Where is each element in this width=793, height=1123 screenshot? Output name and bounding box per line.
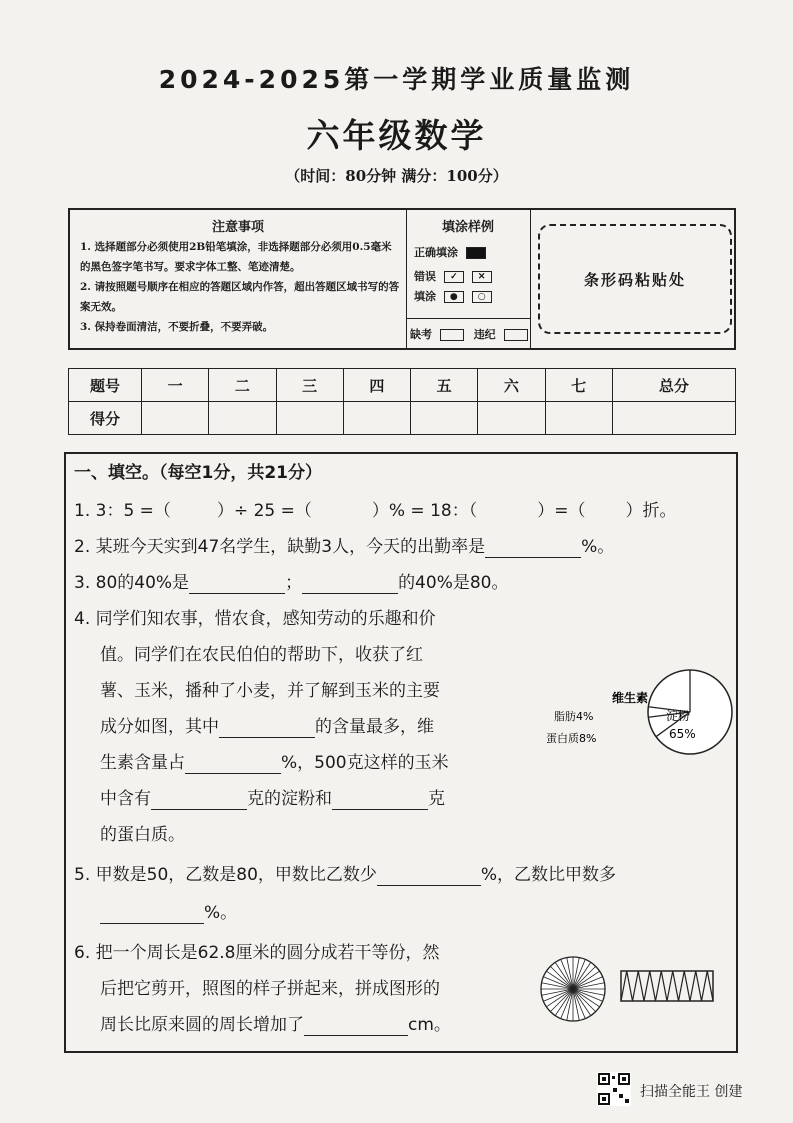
q6-text-3a: 周长比原来圆的周长增加了 xyxy=(100,1015,304,1035)
q1-text-3: ）% = 18：（ xyxy=(371,501,478,521)
fill-sample-section xyxy=(406,210,531,348)
q5-blank-1[interactable] xyxy=(377,867,481,886)
q1-text-4: ）=（ xyxy=(537,501,586,521)
q4-text-4a: 成分如图，其中 xyxy=(100,717,219,737)
q4-blank-2[interactable] xyxy=(185,755,281,774)
score-header-cell: 六 xyxy=(478,369,545,402)
question-5 xyxy=(74,864,616,886)
violation-label: 违纪 xyxy=(473,328,496,341)
wrong-fill-label-1: 错误 xyxy=(414,270,436,283)
score-cell[interactable] xyxy=(343,402,410,435)
score-table xyxy=(68,368,736,435)
q6-line-2: 后把它剪开，照图的样子拼起来，拼成图形的 xyxy=(100,979,440,999)
notice-item-1: 1. 选择题部分必须使用2B铅笔填涂，非选择题部分必须用0.5毫米的黑色签字笔书写。要求字体工整、笔迹清楚。 xyxy=(80,241,392,273)
score-cell[interactable] xyxy=(142,402,209,435)
pie-label-fat: 脂肪4% xyxy=(554,710,594,723)
score-header-cell: 七 xyxy=(545,369,612,402)
q3-text-2: ； xyxy=(285,573,303,593)
barcode-label: 条形码粘贴处 xyxy=(583,270,686,289)
wrong-fill-row xyxy=(414,268,492,284)
absent-row xyxy=(410,326,528,342)
notice-item-2: 2. 请按照题号顺序在相应的答题区域内作答，超出答题区域书写的答案无效。 xyxy=(80,281,400,313)
sector-circle xyxy=(541,957,605,1021)
notice-section xyxy=(70,210,407,348)
q4-text-6a: 中含有 xyxy=(100,789,151,809)
q5-text-3: %。 xyxy=(204,903,238,923)
zigzag-line xyxy=(621,971,713,1001)
q4-text-5b: %，500克这样的玉米 xyxy=(281,753,449,773)
q4-line-1: 同学们知农事，惜农食，感知劳动的乐趣和价 xyxy=(95,609,436,629)
cross-mark-icon: ✕ xyxy=(472,271,492,283)
circle-mark-icon: ○ xyxy=(472,291,492,303)
pie-label-protein: 蛋白质8% xyxy=(546,732,597,745)
q4-line-5 xyxy=(100,752,449,774)
q2-text-2: %。 xyxy=(581,537,615,557)
q3-text-3: 的40%是80。 xyxy=(398,573,509,593)
barcode-area xyxy=(538,224,732,334)
q4-text-5a: 生素含量占 xyxy=(100,753,185,773)
pie-label-starch-value: 65% xyxy=(669,727,696,741)
score-cell[interactable] xyxy=(411,402,478,435)
q2-text-1: 某班今天实到47名学生，缺勤3人，今天的出勤率是 xyxy=(95,537,486,557)
fill-sample-title: 填涂样例 xyxy=(441,220,494,235)
pie-label-vitamin: 维生素 xyxy=(612,691,649,705)
scanner-watermark: 扫描全能王 创建 xyxy=(640,1084,743,1100)
q1-text-5: ）折。 xyxy=(625,501,677,521)
q6-number: 6. xyxy=(74,943,91,963)
correct-fill-label: 正确填涂 xyxy=(414,246,458,259)
score-header-cell: 五 xyxy=(411,369,478,402)
q4-text-6b: 克的淀粉和 xyxy=(247,789,332,809)
q1-number: 1. xyxy=(74,501,91,521)
question-section-box xyxy=(64,452,738,1053)
q1-text-1: 3：5 =（ xyxy=(95,501,171,521)
q4-line-6 xyxy=(100,788,445,810)
question-2 xyxy=(74,536,614,558)
dot-mark-icon: ● xyxy=(444,291,464,303)
q4-number: 4. xyxy=(74,609,91,629)
section-heading: 一、填空。（每空1分，共21分） xyxy=(74,463,322,483)
sector-circle-figure xyxy=(538,954,608,1024)
absent-checkbox[interactable] xyxy=(440,329,464,341)
pie-chart xyxy=(542,654,736,764)
q3-number: 3. xyxy=(74,573,91,593)
wrong-fill-label-2: 填涂 xyxy=(414,290,436,303)
score-header-cell: 题号 xyxy=(69,369,142,402)
q6-line-3 xyxy=(100,1014,451,1036)
notice-title: 注意事项 xyxy=(211,220,264,235)
q4-blank-4[interactable] xyxy=(332,791,428,810)
score-header-cell: 三 xyxy=(276,369,343,402)
q2-blank[interactable] xyxy=(485,539,581,558)
q4-line-2: 值。同学们在农民伯伯的帮助下，收获了红 xyxy=(100,645,423,665)
score-header-cell: 总分 xyxy=(612,369,735,402)
correct-fill-row xyxy=(414,244,486,260)
q5-line-2 xyxy=(100,902,237,924)
q5-blank-2[interactable] xyxy=(100,905,204,924)
q3-blank-1[interactable] xyxy=(189,575,285,594)
qr-code-icon xyxy=(597,1072,631,1106)
q3-text-1: 80的40%是 xyxy=(95,573,190,593)
score-cell[interactable] xyxy=(276,402,343,435)
check-mark-icon: ✓ xyxy=(444,271,464,283)
score-header-cell: 四 xyxy=(343,369,410,402)
exam-title: 2024-2025第一学期学业质量监测 xyxy=(158,65,635,94)
score-header-row xyxy=(69,369,736,402)
exam-subject: 六年级数学 xyxy=(306,116,487,155)
wrong-fill-row-2 xyxy=(414,288,492,304)
score-row-label: 得分 xyxy=(69,402,142,435)
score-cell[interactable] xyxy=(612,402,735,435)
q4-line-4 xyxy=(100,716,434,738)
q4-line-3: 薯、玉米，播种了小麦，并了解到玉米的主要 xyxy=(100,681,440,701)
q4-blank-1[interactable] xyxy=(219,719,315,738)
score-header-cell: 一 xyxy=(142,369,209,402)
question-6 xyxy=(74,942,440,964)
q6-blank[interactable] xyxy=(304,1017,408,1036)
pie-label-starch: 淀粉 xyxy=(666,709,691,723)
absent-label: 缺考 xyxy=(410,328,432,341)
q5-text-1: 甲数是50，乙数是80，甲数比乙数少 xyxy=(95,865,377,885)
q4-text-6c: 克 xyxy=(428,789,445,809)
q1-text-2: ）÷ 25 =（ xyxy=(216,501,312,521)
q5-number: 5. xyxy=(74,865,91,885)
question-1 xyxy=(74,500,676,522)
score-cell[interactable] xyxy=(209,402,276,435)
q4-text-4b: 的含量最多，维 xyxy=(315,717,434,737)
q6-line-1: 把一个周长是62.8厘米的圆分成若干等份，然 xyxy=(95,943,440,963)
exam-time-info: （时间：80分钟 满分：100分） xyxy=(285,167,508,185)
q3-blank-2[interactable] xyxy=(302,575,398,594)
violation-checkbox[interactable] xyxy=(504,329,528,341)
notice-item-3: 3. 保持卷面清洁，不要折叠，不要弄破。 xyxy=(80,321,274,333)
q6-text-3b: cm。 xyxy=(408,1015,451,1035)
rearranged-shape-figure xyxy=(620,970,716,1004)
score-header-cell: 二 xyxy=(209,369,276,402)
q4-line-7: 的蛋白质。 xyxy=(100,825,185,845)
score-value-row xyxy=(69,402,736,435)
score-cell[interactable] xyxy=(545,402,612,435)
notice-box xyxy=(68,208,736,350)
q4-blank-3[interactable] xyxy=(151,791,247,810)
question-3 xyxy=(74,572,508,594)
filled-mark-icon xyxy=(466,247,486,259)
question-4 xyxy=(74,608,436,630)
q2-number: 2. xyxy=(74,537,91,557)
q5-text-2: %，乙数比甲数多 xyxy=(480,865,617,885)
score-cell[interactable] xyxy=(478,402,545,435)
